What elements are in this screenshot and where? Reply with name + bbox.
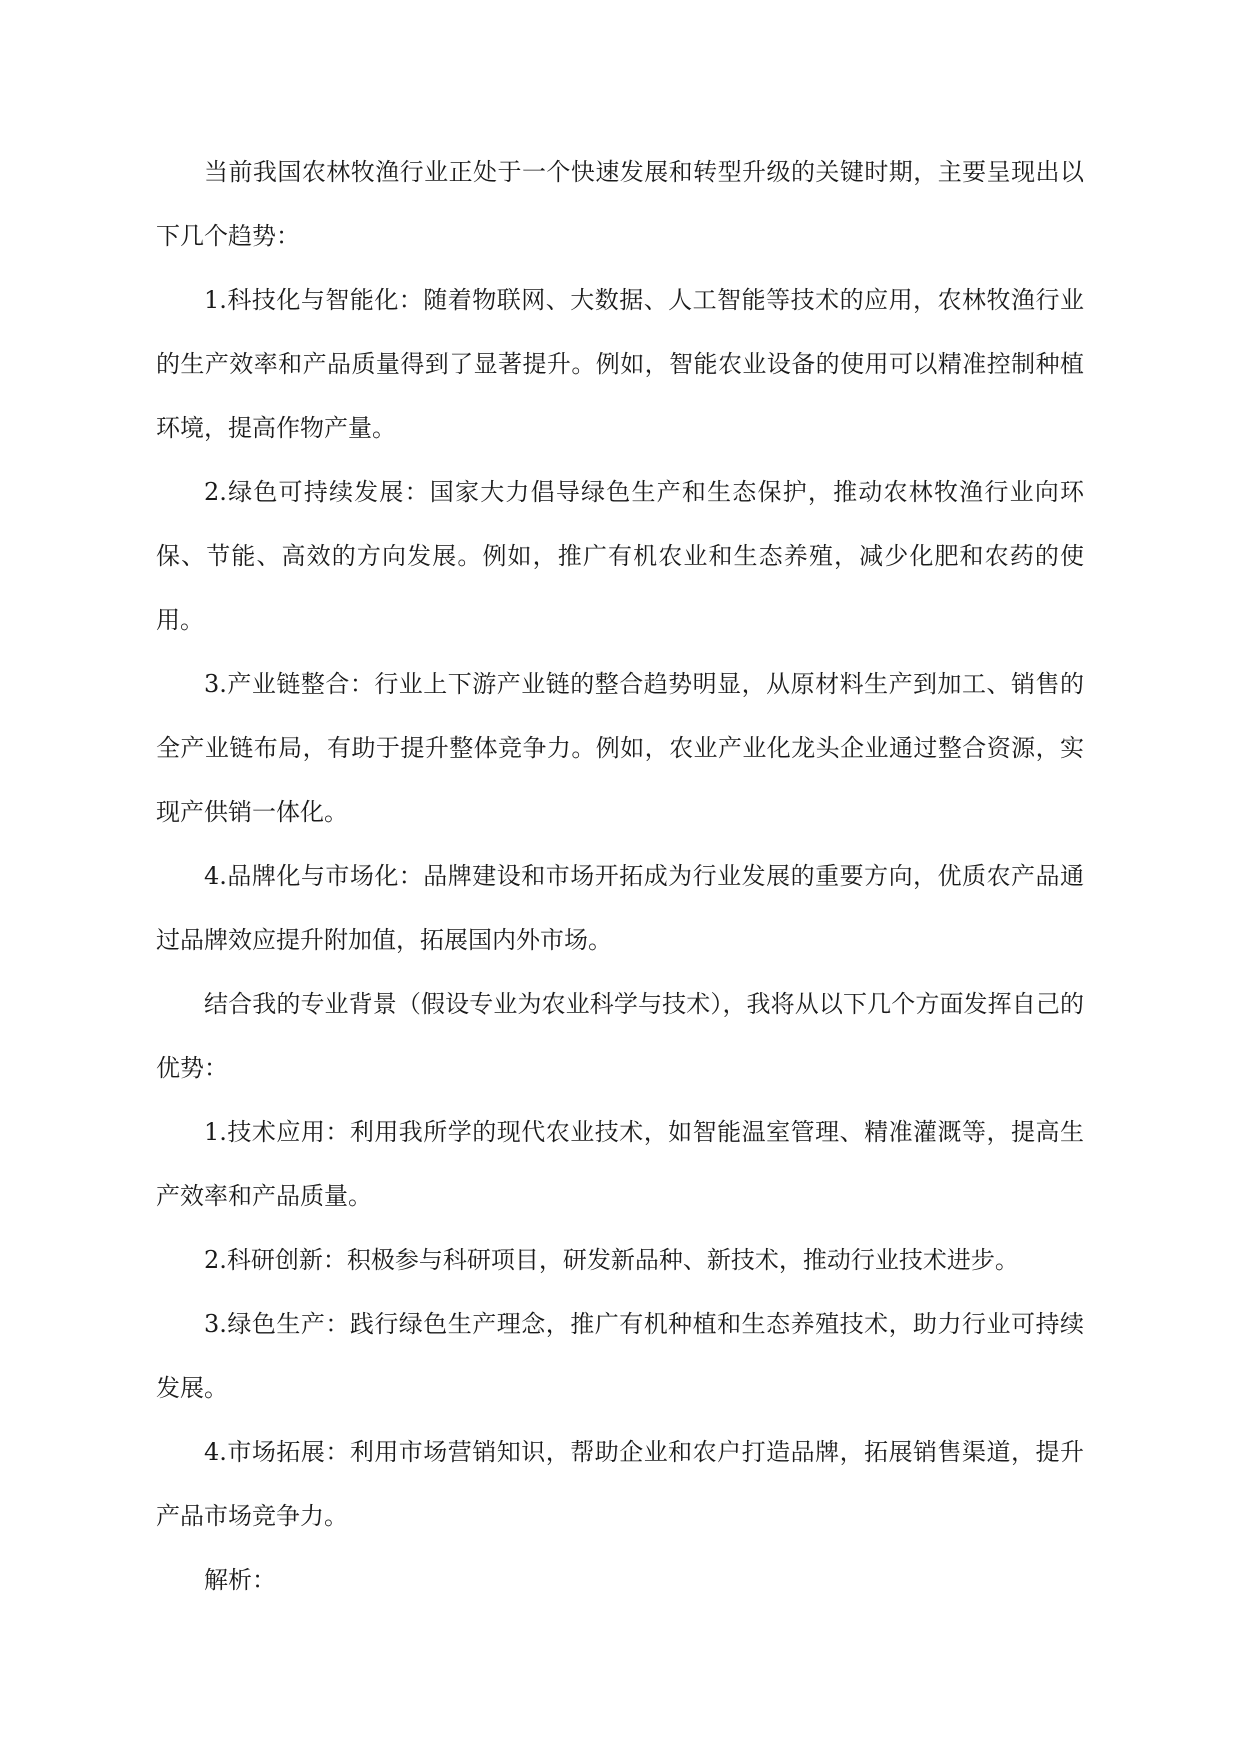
- intro-paragraph: 当前我国农林牧渔行业正处于一个快速发展和转型升级的关键时期，主要呈现出以下几个趋势：: [156, 158, 1084, 250]
- analysis-heading: 解析：: [204, 1566, 276, 1594]
- trend-technology-paragraph: 1.科技化与智能化：随着物联网、大数据、人工智能等技术的应用，农林牧渔行业的生产效率和产品质量得到了显著提升。例如，智能农业设备的使用可以精准控制种植环境，提高作物产量。: [156, 286, 1084, 442]
- trend-branding-paragraph: 4.品牌化与市场化：品牌建设和市场开拓成为行业发展的重要方向，优质农产品通过品牌效应提升附加值，拓展国内外市场。: [156, 862, 1084, 954]
- trend-green-paragraph: 2.绿色可持续发展：国家大力倡导绿色生产和生态保护，推动农林牧渔行业向环保、节能、高效的方向发展。例如，推广有机农业和生态养殖，减少化肥和农药的使用。: [156, 478, 1084, 634]
- document-body: [156, 140, 1084, 1612]
- trend-industry-chain-paragraph: 3.产业链整合：行业上下游产业链的整合趋势明显，从原材料生产到加工、销售的全产业链布局，有助于提升整体竞争力。例如，农业产业化龙头企业通过整合资源，实现产供销一体化。: [156, 670, 1084, 826]
- advantage-green-paragraph: 3.绿色生产：践行绿色生产理念，推广有机种植和生态养殖技术，助力行业可持续发展。: [156, 1310, 1084, 1402]
- advantage-market-paragraph: 4.市场拓展：利用市场营销知识，帮助企业和农户打造品牌，拓展销售渠道，提升产品市场竞争力。: [156, 1438, 1084, 1530]
- advantage-research-paragraph: 2.科研创新：积极参与科研项目，研发新品种、新技术，推动行业技术进步。: [204, 1246, 1019, 1274]
- background-paragraph: 结合我的专业背景（假设专业为农业科学与技术），我将从以下几个方面发挥自己的优势：: [156, 990, 1084, 1082]
- advantage-technology-paragraph: 1.技术应用：利用我所学的现代农业技术，如智能温室管理、精准灌溉等，提高生产效率和产品质量。: [156, 1118, 1084, 1210]
